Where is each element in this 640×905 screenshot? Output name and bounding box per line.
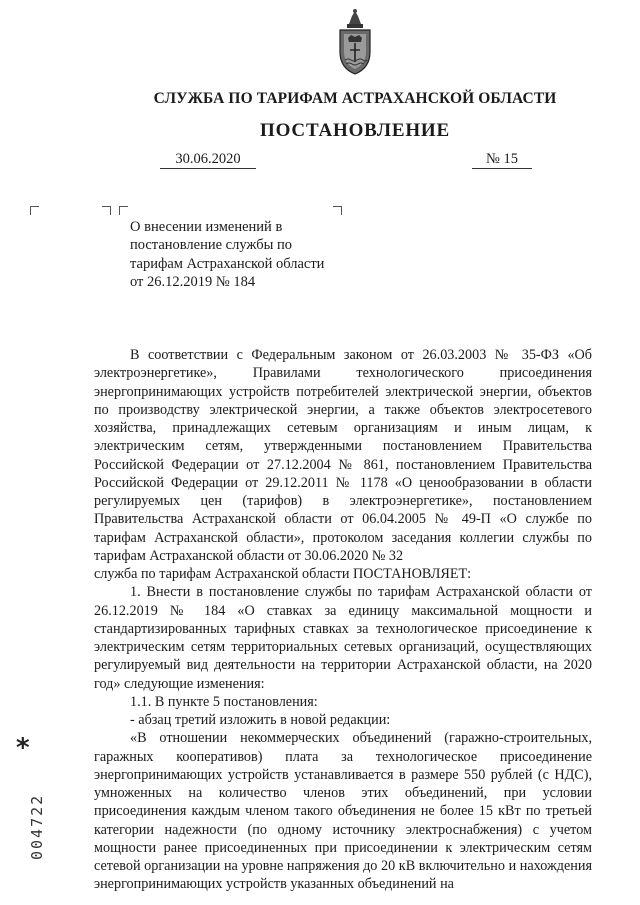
preamble-paragraph: В соответствии с Федеральным законом от 26.03.2003 № 35-ФЗ «Об электроэнергетике», Правилами технологического присоединения энергопринимающих устройств потребителей электрической энергии, объектов по производству электрической энергии, а также объектов электросетевого хозяйства, принадлежащих сетевым организациям и иным лицам, к электрическим сетям, утвержденными постановлением Правительства Российской Федерации от 27.12.2004 № 861, постановлением Правительства Российской Федерации от 29.12.2011 № 1178 «О ценообразовании в области регулируемых цен (тарифов) в электроэнергетике», постановлением Правительства Астраханской области от 06.04.2005 № 49-П «О службе по тарифам Астраханской области», протоколом заседания коллегии службы по тарифам Астраханской области от 30.06.2020 № 32 [94, 347, 592, 564]
margin-registration-stamp [20, 760, 50, 880]
registration-number: 004722 [28, 793, 46, 860]
item-1-1-a-paragraph: - абзац третий изложить в новой редакции: [130, 712, 391, 728]
corner-mark-left-open [30, 206, 39, 215]
astrakhan-coat-of-arms-icon [332, 8, 378, 76]
document-body [94, 346, 592, 894]
corner-mark-right-close [333, 206, 342, 215]
item-1-paragraph: 1. Внести в постановление службы по тарифам Астраханской области от 26.12.2019 № 184 «О ставках за единицу максимальной мощности и стандартизированных тарифных ставках за технологическое присоединение к электрическим сетям территориальных сетевых организаций, осуществляющих регулируемый вид деятельности на территории Астраханской области, на 2020 год» следующие изменения: [94, 584, 592, 692]
item-1-1-paragraph: 1.1. В пункте 5 постановления: [130, 693, 318, 710]
organization-name: СЛУЖБА ПО ТАРИФАМ АСТРАХАНСКОЙ ОБЛАСТИ [153, 90, 557, 107]
margin-star-mark: * [16, 733, 30, 763]
corner-mark-right-open [119, 206, 128, 215]
document-date: 30.06.2020 [160, 150, 256, 169]
document-number: № 15 [472, 150, 532, 169]
quoted-text-paragraph: «В отношении некоммерческих объединений (гаражно-строительных, гаражных кооперативов) плата за технологическое присоединение энергопринимающих устройств устанавливается в размере 550 рублей (с НДС), умноженных на количество членов этих объединений, при условии присоединения каждым членом такого объединения не более 15 кВт по третьей категории надежности (по одному источнику электроснабжения) с учетом мощности ранее присоединенных при присоединении к электрическим сетям сетевой организации на уровне напряжения до 20 кВ включительно и нахождения энергопринимающих устройств указанных объединений на [94, 730, 592, 893]
corner-mark-left-close [102, 206, 111, 215]
resolves-paragraph: служба по тарифам Астраханской области ПОСТАНОВЛЯЕТ: [94, 566, 472, 582]
document-type-title: ПОСТАНОВЛЕНИЕ [260, 120, 450, 141]
document-subject: О внесении изменений в постановление службы по тарифам Астраханской области от 26.12.2019 № 184 [130, 219, 325, 291]
